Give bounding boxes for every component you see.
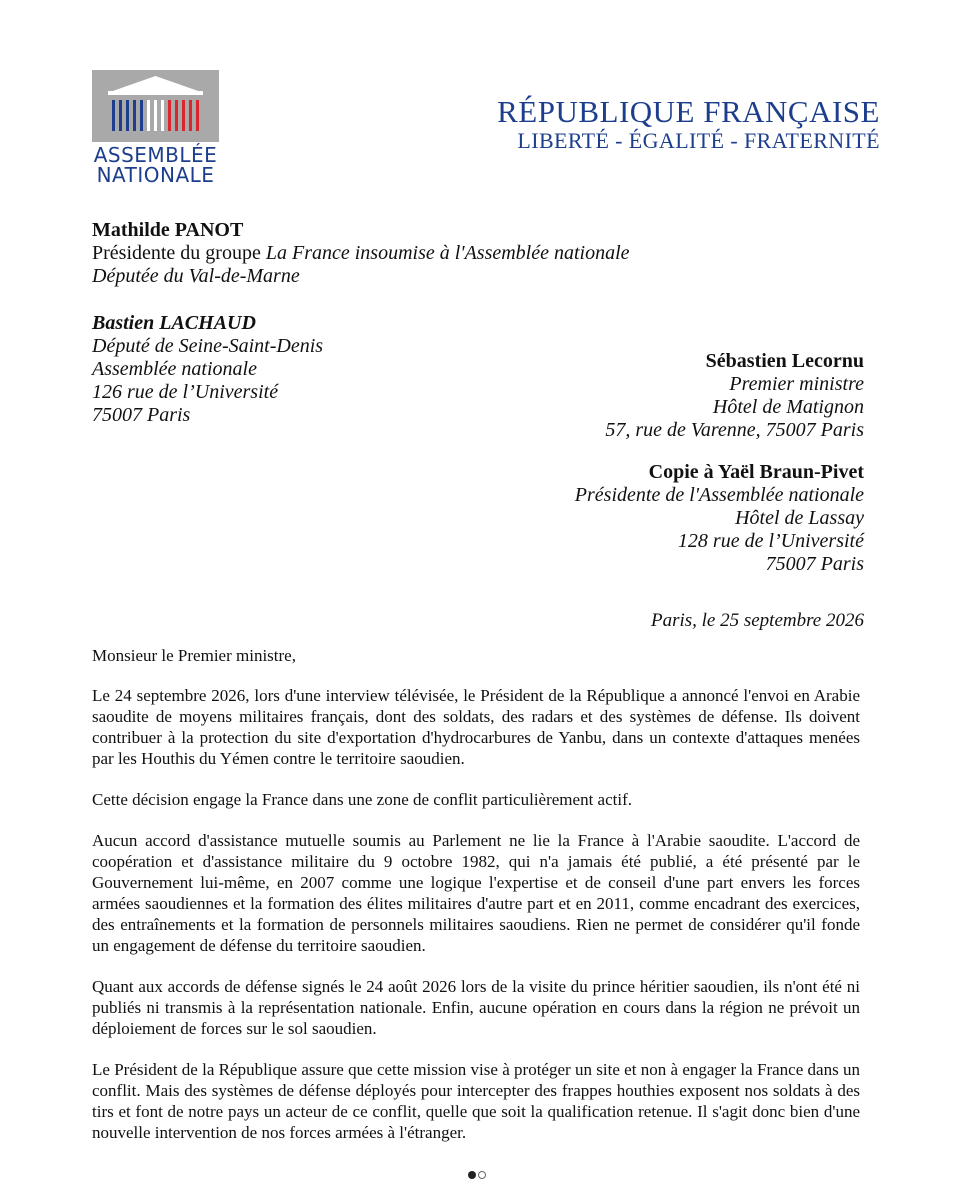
body-paragraph-5: Le Président de la République assure que cette mission vise à protéger un site et non à engager la France dans un conflit. Mais des systèmes de défense déployés pour intercepter des frappes houthies exposent nos soldats à des tirs et font de notre pays un acteur de ce conflit, quelle que soit la qualification retenue. Il s'agit donc bien d'une nouvelle intervention de nos forces armées à l'étranger. (92, 1060, 860, 1142)
recipient-name: Sébastien Lecornu (705, 350, 864, 372)
sender2-line2: Assemblée nationale (92, 358, 257, 380)
recipient-line3: 57, rue de Varenne, 75007 Paris (605, 419, 864, 441)
page-indicator (468, 1166, 488, 1184)
sender-block-1 (92, 219, 630, 288)
letter-date: Paris, le 25 septembre 2026 (650, 610, 864, 631)
logo-text-line2: NATIONALE (96, 163, 215, 187)
recipient-block (605, 350, 864, 442)
sender2-name: Bastien LACHAUD (92, 312, 256, 334)
copy-block (575, 461, 864, 576)
sender1-constituency: Députée du Val-de-Marne (92, 265, 300, 287)
body-paragraph-2: Cette décision engage la France dans une zone de conflit particulièrement actif. (92, 790, 632, 809)
republic-heading (497, 96, 880, 154)
logo-text-line1: ASSEMBLÉE (93, 143, 218, 167)
copy-line4: 75007 Paris (765, 553, 864, 575)
hemicycle-emblem (92, 70, 219, 142)
page-dot-1[interactable] (468, 1171, 476, 1179)
letter-body (92, 685, 860, 1163)
copy-name: Copie à Yaël Braun-Pivet (648, 461, 864, 483)
body-paragraph-1: Le 24 septembre 2026, lors d'une interview télévisée, le Président de la République a annoncé l'envoi en Arabie saoudite de moyens militaires français, dont des soldats, des radars et des systèmes de défense. Ils doivent contribuer à la protection du site d'exportation d'hydrocarbures de Yanbu, dans un contexte d'attaques menées par les Houthis du Yémen contre le territoire saoudien. (92, 686, 860, 768)
republic-title: RÉPUBLIQUE FRANÇAISE (497, 94, 880, 129)
recipient-line2: Hôtel de Matignon (712, 396, 864, 418)
sender2-line1: Député de Seine-Saint-Denis (92, 335, 324, 357)
sender1-title (92, 242, 630, 265)
recipient-line1: Premier ministre (729, 373, 864, 395)
sender1-group: La France insoumise à l'Assemblée nationale (265, 242, 630, 264)
sender-block-2 (92, 312, 323, 427)
copy-line2: Hôtel de Lassay (735, 507, 864, 529)
sender1-name: Mathilde PANOT (92, 219, 244, 241)
republic-motto: LIBERTÉ - ÉGALITÉ - FRATERNITÉ (517, 128, 880, 153)
assemblee-nationale-logo (92, 70, 219, 187)
body-paragraph-4: Quant aux accords de défense signés le 24 août 2026 lors de la visite du prince héritier saoudien, ils n'ont été ni publiés ni transmis à la représentation nationale. Enfin, aucune opération en cours dans la région ne prévoit un déploiement de forces sur le sol saoudien. (92, 977, 860, 1038)
body-paragraph-3: Aucun accord d'assistance mutuelle soumis au Parlement ne lie la France à l'Arabie saoudite. L'accord de coopération et d'assistance militaire du 9 octobre 1982, qui n'a jamais été publié, a été présenté par le Gouvernement lui-même, en 2007 comme une logique l'expertise et de conseil d'une part envers les forces armées saoudiennes et la formation des élites militaires d'autre part et en 2011, comme encadrant des exercices, des entraînements et la formation de personnels militaires saoudiens. Rien ne permet de considérer qu'il fonde un engagement de défense du territoire saoudien. (92, 831, 860, 955)
sender2-line4: 75007 Paris (92, 404, 191, 426)
salutation: Monsieur le Premier ministre, (92, 646, 296, 665)
page-dot-2[interactable] (478, 1171, 486, 1179)
copy-line3: 128 rue de l’Université (677, 530, 864, 552)
copy-line1: Présidente de l'Assemblée nationale (574, 484, 864, 506)
sender2-line3: 126 rue de l’Université (92, 381, 279, 403)
sender1-title-prefix: Présidente du groupe (92, 242, 266, 264)
